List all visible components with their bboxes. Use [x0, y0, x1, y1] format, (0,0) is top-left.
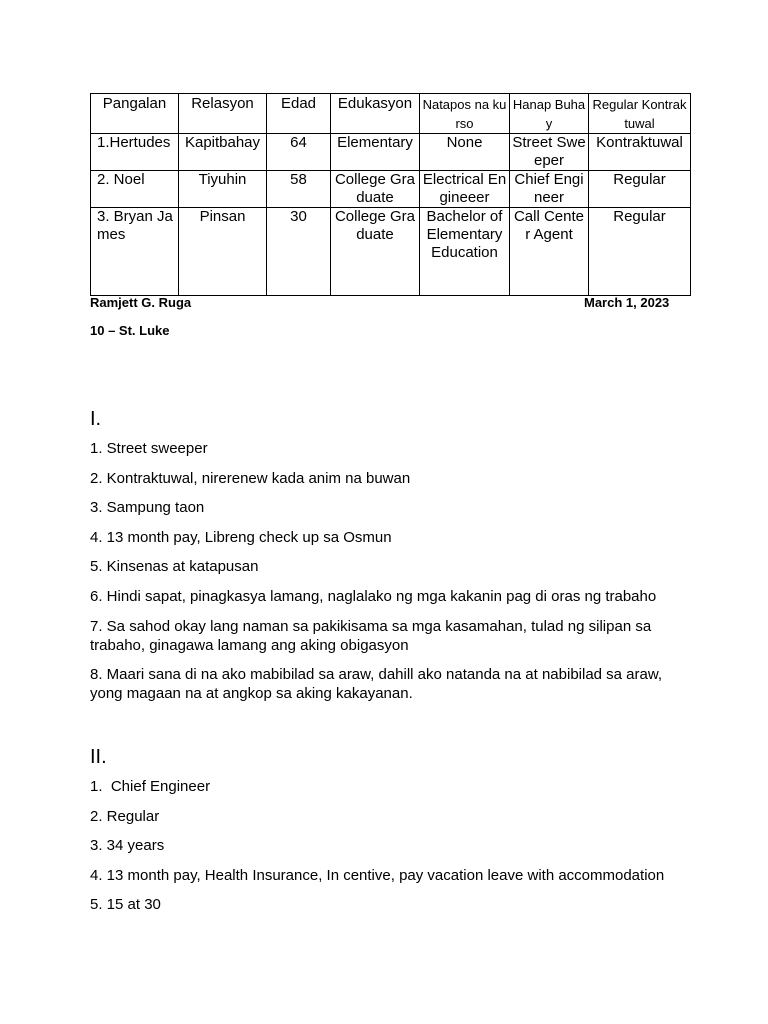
list-item: 2. Regular — [90, 807, 160, 825]
part-2-answers — [90, 777, 690, 925]
table-row — [91, 171, 691, 208]
document-date: March 1, 2023 — [584, 295, 670, 310]
cell-name: 1.Hertudes — [91, 134, 179, 171]
cell-education: College Graduate — [331, 171, 420, 208]
part-1-heading: I. — [90, 408, 102, 430]
cell-course: Bachelor of Elementary Education — [420, 208, 510, 296]
list-item: 5. 15 at 30 — [90, 896, 161, 914]
list-item: 4. 13 month pay, Libreng check up sa Osmun — [90, 528, 392, 546]
cell-age: 30 — [267, 208, 331, 296]
cell-age: 58 — [267, 171, 331, 208]
cell-relation: Kapitbahay — [179, 134, 267, 171]
table-row — [91, 134, 691, 171]
part-1-answers — [90, 439, 690, 714]
list-item: 6. Hindi sapat, pinagkasya lamang, naglalako ng mga kakanin pag di oras ng trabaho — [90, 587, 657, 605]
family-info-table — [90, 93, 691, 296]
list-item: 1. Street sweeper — [90, 440, 208, 457]
cell-relation: Pinsan — [179, 208, 267, 296]
header-hanap-buhay: Hanap Buhay — [510, 94, 589, 134]
cell-relation: Tiyuhin — [179, 171, 267, 208]
list-item: 1. Chief Engineer — [90, 778, 211, 795]
header-regular-kontraktuwal: Regular Kontraktuwal — [589, 94, 691, 134]
table-row — [91, 208, 691, 296]
table-header-row — [91, 94, 691, 134]
cell-course: None — [420, 134, 510, 171]
cell-education: Elementary — [331, 134, 420, 171]
author-name: Ramjett G. Ruga — [90, 295, 192, 310]
list-item: 3. 34 years — [90, 837, 165, 855]
list-item: 3. Sampung taon — [90, 499, 205, 517]
header-relasyon: Relasyon — [179, 94, 267, 134]
cell-employment-type: Kontraktuwal — [589, 134, 691, 171]
header-edad: Edad — [267, 94, 331, 134]
cell-name: 3. Bryan James — [91, 208, 179, 296]
cell-education: College Graduate — [331, 208, 420, 296]
class-section: 10 – St. Luke — [90, 323, 170, 338]
header-pangalan: Pangalan — [91, 94, 179, 134]
header-natapos-na-kurso: Natapos na kurso — [420, 94, 510, 134]
list-item: 5. Kinsenas at katapusan — [90, 558, 259, 576]
cell-employment-type: Regular — [589, 171, 691, 208]
cell-course: Electrical Engineeer — [420, 171, 510, 208]
header-edukasyon: Edukasyon — [331, 94, 420, 134]
cell-employment-type: Regular — [589, 208, 691, 296]
list-item: 2. Kontraktuwal, nirerenew kada anim na buwan — [90, 469, 411, 487]
cell-job: Chief Engineer — [510, 171, 589, 208]
part-2-heading: II. — [90, 746, 107, 768]
list-item: 4. 13 month pay, Health Insurance, In centive, pay vacation leave with accommodation — [90, 866, 665, 884]
cell-job: Street Sweeper — [510, 134, 589, 171]
list-item: 8. Maari sana di na ako mabibilad sa araw, dahill ako natanda na at nabibilad sa araw, yong magaan na at angkop sa aking kakayanan. — [90, 666, 667, 703]
cell-age: 64 — [267, 134, 331, 171]
cell-name: 2. Noel — [91, 171, 179, 208]
list-item: 7. Sa sahod okay lang naman sa pakikisama sa mga kasamahan, tulad ng silipan sa trabaho, ginagawa lamang ang aking obigasyon — [90, 617, 656, 654]
cell-job: Call Center Agent — [510, 208, 589, 296]
